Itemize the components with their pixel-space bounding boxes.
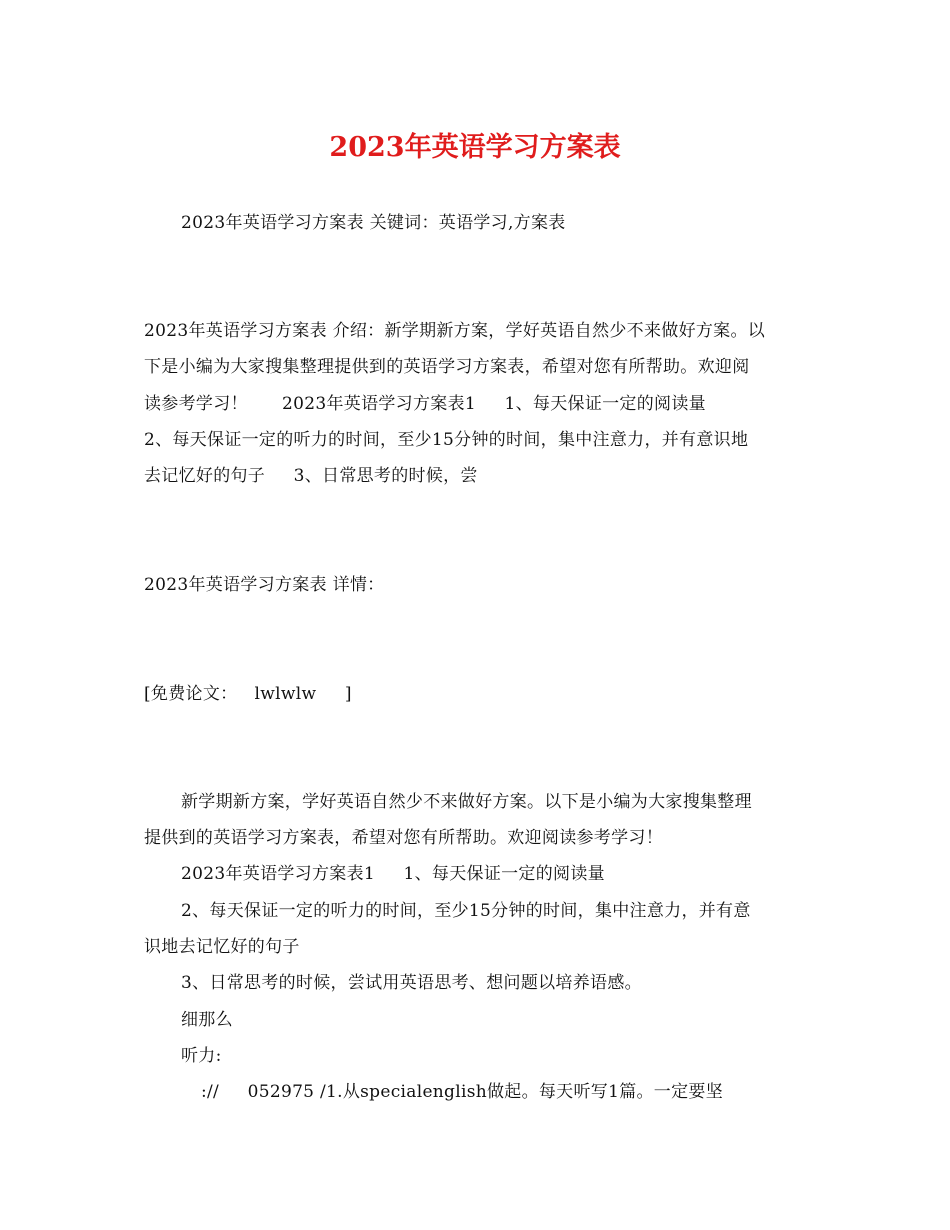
document-title: 2023年英语学习方案表 [329, 132, 621, 163]
details-label: 2023年英语学习方案表 详情： [144, 575, 385, 595]
body-line: 提供到的英语学习方案表，希望对您有所帮助。欢迎阅读参考学习！ [144, 828, 663, 848]
keywords-line: 2023年英语学习方案表 关键词：英语学习,方案表 [181, 213, 566, 233]
intro-line: 读参考学习！ 2023年英语学习方案表1 1、每天保证一定的阅读量 [144, 394, 706, 414]
body-line: 3、日常思考的时候，尝试用英语思考、想问题以培养语感。 [181, 973, 642, 993]
intro-line: 2023年英语学习方案表 介绍：新学期新方案，学好英语自然少不来做好方案。以 [144, 321, 766, 341]
body-line: 听力: [181, 1046, 222, 1066]
body-line: 新学期新方案，学好英语自然少不来做好方案。以下是小编为大家搜集整理 [181, 792, 752, 812]
body-line: 识地去记忆好的句子 [144, 937, 300, 957]
body-line: :// 052975 /1.从specialenglish做起。每天听写1篇。一定要坚 [201, 1082, 723, 1102]
free-paper-line: [免费论文： lwlwlw ] [144, 684, 352, 704]
intro-line: 下是小编为大家搜集整理提供到的英语学习方案表，希望对您有所帮助。欢迎阅 [144, 357, 750, 377]
intro-line: 2、每天保证一定的听力的时间，至少15分钟的时间，集中注意力，并有意识地 [144, 430, 749, 450]
body-line: 细那么 [181, 1010, 233, 1030]
intro-line: 去记忆好的句子 3、日常思考的时候，尝 [144, 466, 478, 486]
body-line: 2、每天保证一定的听力的时间，至少15分钟的时间，集中注意力，并有意 [181, 901, 751, 921]
body-line: 2023年英语学习方案表1 1、每天保证一定的阅读量 [181, 864, 605, 884]
